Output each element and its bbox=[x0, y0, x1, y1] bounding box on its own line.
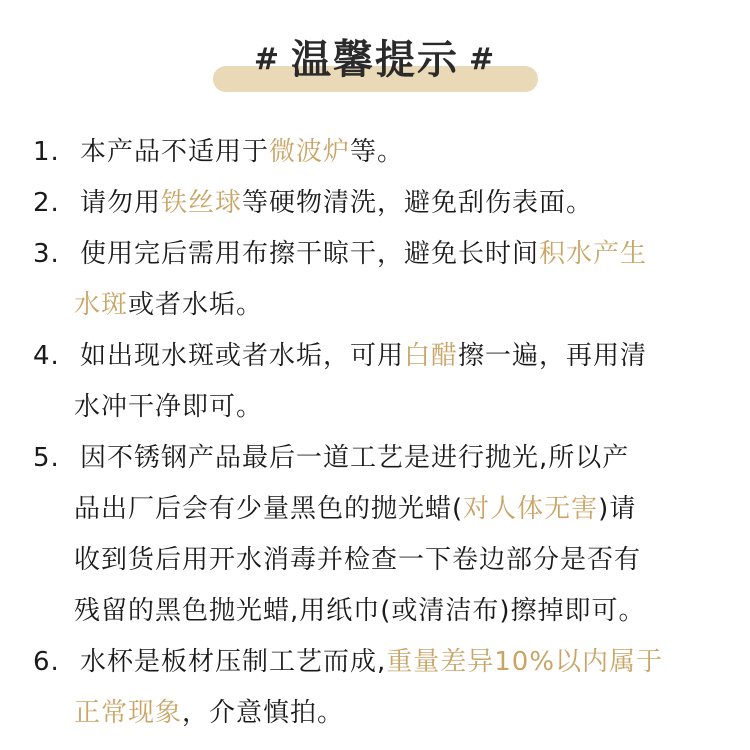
highlight-text: 白醋 bbox=[404, 341, 459, 371]
tip-number: 3. bbox=[33, 239, 60, 269]
tip-number: 1. bbox=[33, 137, 60, 167]
tip-text: 水冲干净即可。 bbox=[74, 392, 264, 422]
tip-number: 5. bbox=[33, 443, 60, 473]
title-hash-right: # bbox=[469, 42, 497, 77]
tip-line bbox=[0, 688, 750, 739]
tip-text: 如出现水斑或者水垢，可用 bbox=[80, 341, 405, 371]
tip-item bbox=[0, 127, 750, 178]
highlight-text: 微波炉 bbox=[269, 137, 351, 167]
tip-line bbox=[0, 484, 750, 535]
tip-line bbox=[0, 382, 750, 433]
highlight-text: 重量差异10%以内属于 bbox=[386, 647, 664, 677]
tip-text: 使用完后需用布擦干晾干，避免长时间 bbox=[80, 239, 540, 269]
tip-line bbox=[0, 280, 750, 331]
tip-text: 残留的黑色抛光蜡,用纸巾(或清洁布)擦掉即可。 bbox=[74, 596, 646, 626]
highlight-text: 铁丝球 bbox=[161, 188, 243, 218]
tip-line bbox=[0, 535, 750, 586]
tip-text: 收到货后用开水消毒并检查一下卷边部分是否有 bbox=[74, 545, 642, 575]
tip-text: ，介意慎拍。 bbox=[182, 698, 345, 728]
tip-line bbox=[0, 586, 750, 637]
highlight-text: 对人体无害 bbox=[463, 494, 599, 524]
tip-line bbox=[0, 178, 750, 229]
tip-text: 请勿用 bbox=[80, 188, 162, 218]
tip-item bbox=[0, 229, 750, 331]
tips-list bbox=[0, 127, 750, 739]
title-section bbox=[0, 30, 750, 94]
tip-number: 4. bbox=[33, 341, 60, 371]
tip-text: 等。 bbox=[350, 137, 405, 167]
tip-line bbox=[0, 433, 750, 484]
tip-item bbox=[0, 178, 750, 229]
tip-text: 水杯是板材压制工艺而成, bbox=[80, 647, 387, 677]
tip-number: 2. bbox=[33, 188, 60, 218]
tip-number: 6. bbox=[33, 647, 60, 677]
highlight-text: 正常现象 bbox=[74, 698, 183, 728]
highlight-text: 积水产生 bbox=[539, 239, 648, 269]
tip-line bbox=[0, 331, 750, 382]
tip-line bbox=[0, 637, 750, 688]
tip-item bbox=[0, 637, 750, 739]
tip-item bbox=[0, 331, 750, 433]
tip-text: 或者水垢。 bbox=[128, 290, 264, 320]
title-text: 温馨提示 bbox=[291, 37, 459, 83]
tip-text: 等硬物清洗，避免刮伤表面。 bbox=[242, 188, 594, 218]
tip-text: 本产品不适用于 bbox=[80, 137, 270, 167]
highlight-text: 水斑 bbox=[74, 290, 129, 320]
tip-item bbox=[0, 433, 750, 637]
tip-text: 因不锈钢产品最后一道工艺是进行抛光,所以产 bbox=[80, 443, 630, 473]
tip-text: )请 bbox=[598, 494, 637, 524]
tip-text: 擦一遍，再用清 bbox=[458, 341, 648, 371]
tip-text: 品出厂后会有少量黑色的抛光蜡( bbox=[74, 494, 464, 524]
tip-line bbox=[0, 127, 750, 178]
tip-line bbox=[0, 229, 750, 280]
page-title bbox=[0, 32, 750, 88]
title-hash-left: # bbox=[253, 42, 281, 77]
